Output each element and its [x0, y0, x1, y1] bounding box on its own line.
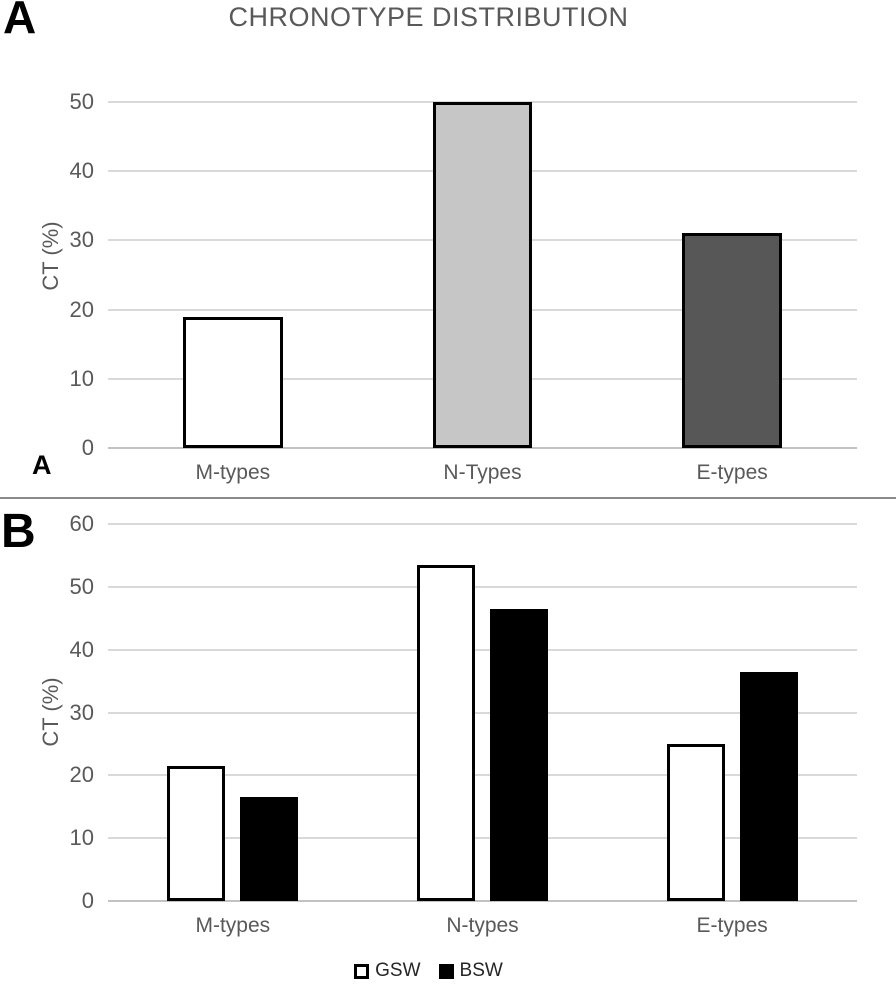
panel-divider [0, 497, 896, 499]
legend-item-gsw [354, 960, 420, 982]
bar-n-types [433, 102, 533, 448]
y-tick-label: 0 [81, 888, 94, 913]
panel-a-label: A [3, 0, 37, 43]
category-label: N-types [446, 914, 519, 937]
y-tick-label: 50 [69, 89, 94, 114]
y-tick-label: 10 [69, 825, 94, 851]
y-axis-title: CT (%) [38, 677, 63, 747]
y-tick-label: 30 [69, 227, 94, 253]
panel-a-corner-label: A [32, 450, 52, 480]
bar-bsw-e-types [740, 672, 798, 901]
y-axis-title: CT (%) [38, 221, 63, 291]
plot-area [69, 511, 857, 937]
gridline [108, 649, 857, 651]
gridline [108, 523, 857, 525]
legend-item-bsw [439, 960, 503, 982]
legend-swatch-bsw [439, 964, 454, 979]
bar-bsw-m-types [240, 797, 298, 901]
y-tick-label: 40 [69, 636, 94, 662]
legend-label: BSW [459, 960, 503, 981]
panel-b [0, 500, 896, 989]
bar-gsw-e-types [667, 744, 725, 901]
y-tick-label: 20 [69, 296, 94, 322]
bar-m-types [183, 317, 283, 448]
y-tick-label: 60 [69, 511, 94, 536]
category-label: E-types [696, 914, 768, 937]
bar-gsw-n-types [417, 565, 475, 901]
y-tick-label: 0 [81, 435, 94, 460]
y-tick-label: 40 [69, 158, 94, 184]
chart-title: CHRONOTYPE DISTRIBUTION [228, 2, 629, 32]
legend-label: GSW [375, 960, 421, 981]
legend [0, 960, 857, 982]
gridline [108, 586, 857, 588]
bar-e-types [682, 233, 782, 448]
bar-gsw-m-types [167, 766, 225, 901]
category-label: M-types [195, 914, 271, 937]
y-tick-label: 20 [69, 762, 94, 788]
y-tick-label: 30 [69, 699, 94, 725]
category-label: N-Types [443, 461, 522, 484]
bar-bsw-n-types [490, 609, 548, 901]
y-tick-label: 10 [69, 365, 94, 391]
panel-b-label: B [1, 505, 36, 558]
category-label: M-types [195, 461, 271, 484]
category-label: E-types [696, 461, 768, 484]
plot-area [69, 89, 857, 484]
legend-swatch-gsw [354, 964, 369, 979]
y-tick-label: 50 [69, 573, 94, 599]
